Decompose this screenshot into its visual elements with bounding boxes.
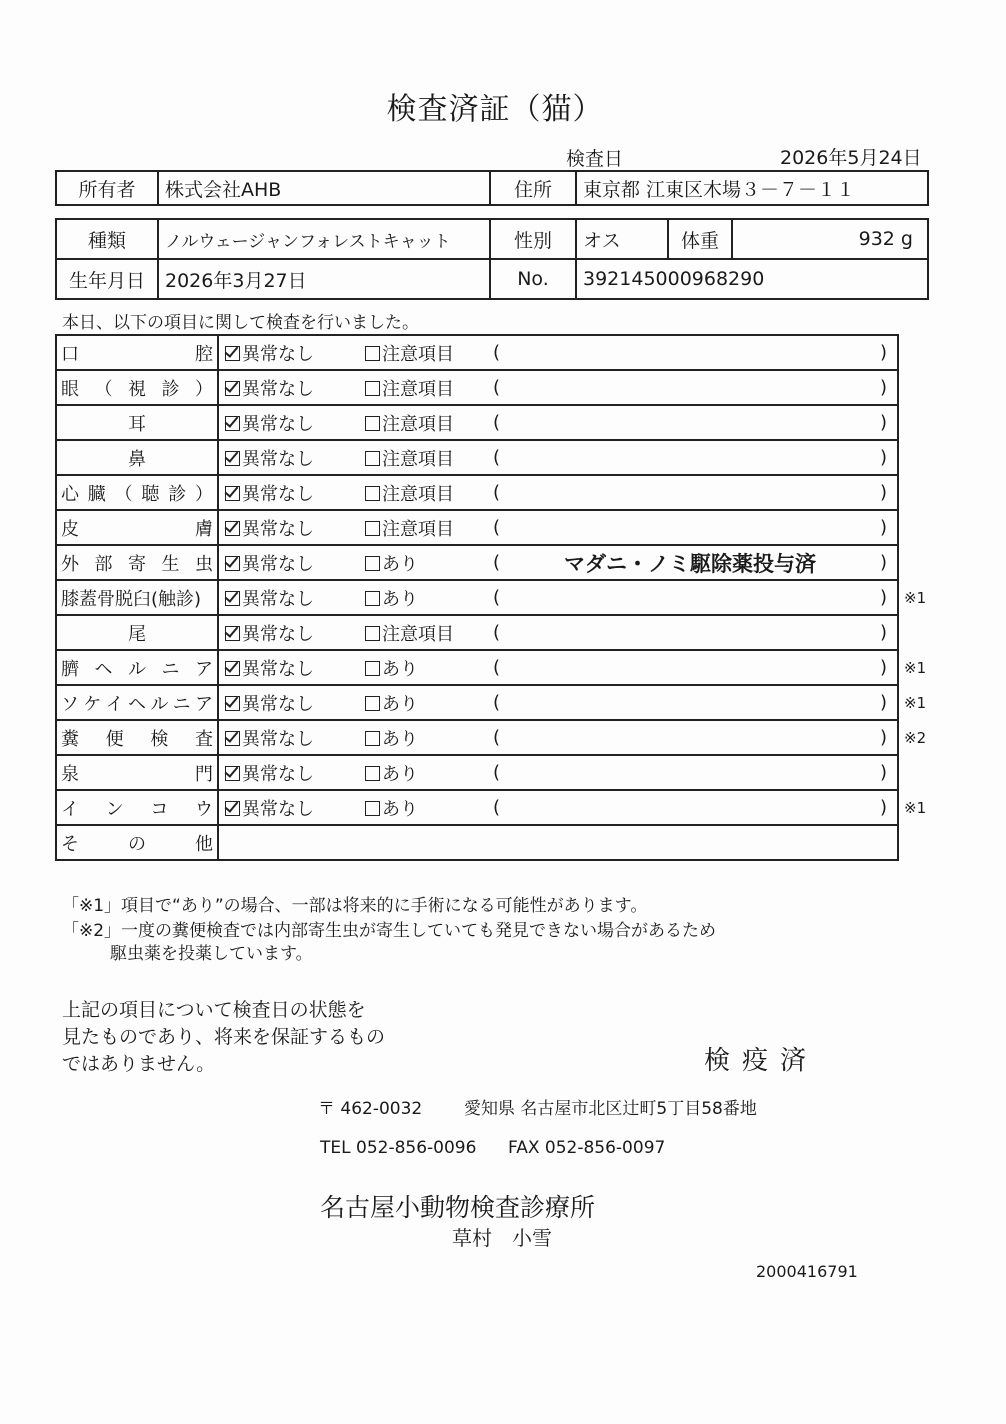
checkbox-checked-icon[interactable] [225,731,240,746]
normal-option-label: 異常なし [242,658,314,680]
animal-info-table [55,218,929,300]
inspection-item-name [56,370,218,405]
inspection-item-name [56,720,218,755]
checkbox-icon[interactable] [365,696,380,711]
checkbox-checked-icon[interactable] [225,556,240,571]
inspection-item-label: 臍 ヘ ル ニ ア [61,658,213,680]
note-field: ( ) [493,762,887,783]
inspection-item-label: 鼻 [128,448,146,470]
inspection-item-name [56,580,218,615]
inspection-item-label: 耳 [128,413,146,435]
clinic-fax: FAX 052-856-0097 [508,1138,666,1158]
finding-option-label: 注意項目 [382,483,454,505]
remark-marker: ※2 [904,729,927,747]
other-label: そ の 他 [56,825,218,860]
inspection-item-name [56,650,218,685]
inspection-item-name [56,335,218,370]
checkbox-icon[interactable] [365,556,380,571]
inspection-item-name [56,405,218,440]
finding-option-label: 注意項目 [382,343,454,365]
inspection-row [56,615,898,650]
normal-option[interactable] [225,410,365,436]
note-field: ( ) [493,412,887,433]
sex-label: 性別 [490,219,576,259]
address-label: 住所 [490,171,576,205]
checkbox-checked-icon[interactable] [225,451,240,466]
note-field: ( ) [493,482,887,503]
checkbox-icon[interactable] [365,591,380,606]
inspection-item-label: 口 腔 [61,343,213,365]
owner-table [55,170,929,206]
finding-option[interactable] [365,585,493,611]
normal-option[interactable] [225,340,365,366]
normal-option[interactable] [225,760,365,786]
inspection-row [56,335,898,370]
note-field: ( ) [493,447,887,468]
finding-option[interactable] [365,620,493,646]
finding-option-label: あり [382,553,418,575]
inspection-item-label: 泉 門 [61,763,213,785]
dob-label: 生年月日 [56,259,158,299]
breed-value: ノルウェージャンフォレストキャット [158,219,490,259]
inspection-item-label: イ ン コ ウ [61,798,213,820]
note-field: ( ) [493,797,887,818]
weight-label: 体重 [668,219,732,259]
checkbox-icon[interactable] [365,661,380,676]
inspection-result [218,720,898,755]
other-value [218,825,898,860]
finding-option[interactable] [365,725,493,751]
note-field: ( ) [493,517,887,538]
finding-option[interactable] [365,690,493,716]
inspection-item-name [56,475,218,510]
checkbox-checked-icon[interactable] [225,661,240,676]
checkbox-icon[interactable] [365,626,380,641]
remark-marker: ※1 [904,589,927,607]
normal-option-label: 異常なし [242,623,314,645]
inspection-item-name [56,615,218,650]
exam-date-label: 検査日 [566,148,624,170]
inspection-row [56,475,898,510]
address-value: 東京都 江東区木場３－７－１１ [576,171,928,205]
inspection-result [218,650,898,685]
inspection-item-label: 膝蓋骨脱臼(触診) [61,588,202,610]
finding-option-label: あり [382,658,418,680]
finding-option-label: 注意項目 [382,448,454,470]
clinic-name: 名古屋小動物検査診療所 [320,1193,596,1222]
normal-option-label: 異常なし [242,763,314,785]
finding-option[interactable] [365,655,493,681]
inspection-row [56,545,898,580]
document-id: 2000416791 [756,1262,858,1281]
normal-option-label: 異常なし [242,553,314,575]
normal-option-label: 異常なし [242,413,314,435]
inspection-item-name [56,755,218,790]
footnote-2-cont: 駆虫薬を投薬しています。 [110,944,313,964]
sex-value: オス [576,219,668,259]
finding-option[interactable] [365,480,493,506]
footnote-2: 「※2」一度の糞便検査では内部寄生虫が寄生していても発見できない場合があるため [62,921,717,941]
inspection-row [56,720,898,755]
finding-option[interactable] [365,410,493,436]
inspection-item-name [56,510,218,545]
clinic-tel: TEL 052-856-0096 [320,1138,477,1158]
inspection-result [218,335,898,370]
normal-option-label: 異常なし [242,518,314,540]
inspection-result [218,440,898,475]
disclaimer-line-3: ではありません。 [62,1053,216,1075]
note-text: マダニ・ノミ駆除薬投与済 [564,551,816,576]
inspection-item-name [56,545,218,580]
inspection-item-label: 外 部 寄 生 虫 [61,553,213,575]
number-label: No. [490,259,576,299]
note-field: ( ) [493,727,887,748]
inspection-result [218,790,898,825]
inspection-item-label: ソ ケ イ ヘ ル ニ ア [61,693,213,715]
checkbox-icon[interactable] [365,766,380,781]
finding-option[interactable] [365,795,493,821]
normal-option-label: 異常なし [242,728,314,750]
inspection-row [56,755,898,790]
finding-option[interactable] [365,445,493,471]
checkbox-icon[interactable] [365,801,380,816]
normal-option-label: 異常なし [242,483,314,505]
checkbox-icon[interactable] [365,521,380,536]
normal-option[interactable] [225,690,365,716]
note-field: ( ) [493,587,887,608]
note-field: ( ) [493,342,887,363]
normal-option[interactable] [225,655,365,681]
breed-label: 種類 [56,219,158,259]
inspection-item-label: 糞 便 検 査 [61,728,213,750]
normal-option-label: 異常なし [242,693,314,715]
intro-text: 本日、以下の項目に関して検査を行いました。 [62,313,419,333]
inspection-result [218,510,898,545]
remark-marker: ※1 [904,694,927,712]
checkbox-checked-icon[interactable] [225,626,240,641]
document-title: 検査済証（猫） [386,92,604,127]
finding-option[interactable] [365,375,493,401]
owner-label: 所有者 [56,171,158,205]
checkbox-checked-icon[interactable] [225,801,240,816]
normal-option-label: 異常なし [242,378,314,400]
inspection-item-name [56,685,218,720]
inspection-result [218,405,898,440]
clinic-address: 愛知県 名古屋市北区辻町5丁目58番地 [464,1099,757,1119]
checkbox-checked-icon[interactable] [225,521,240,536]
inspection-result [218,545,898,580]
inspection-row [56,440,898,475]
exam-date: 2026年5月24日 [780,147,922,169]
disclaimer-line-1: 上記の項目について検査日の状態を [62,999,366,1021]
finding-option[interactable] [365,550,493,576]
normal-option-label: 異常なし [242,343,314,365]
finding-option-label: 注意項目 [382,378,454,400]
dob-value: 2026年3月27日 [158,259,490,299]
remark-marker: ※1 [904,799,927,817]
finding-option[interactable] [365,340,493,366]
finding-option-label: あり [382,728,418,750]
checkbox-checked-icon[interactable] [225,416,240,431]
inspection-row [56,650,898,685]
note-field: ( ) [493,622,887,643]
note-field: ( ) [493,657,887,678]
checkbox-icon[interactable] [365,346,380,361]
weight-value: 932 g [732,219,928,259]
inspection-result [218,615,898,650]
normal-option-label: 異常なし [242,798,314,820]
checkbox-checked-icon[interactable] [225,696,240,711]
finding-option-label: あり [382,588,418,610]
finding-option-label: 注意項目 [382,518,454,540]
normal-option[interactable] [225,725,365,751]
checkbox-checked-icon[interactable] [225,486,240,501]
note-field: ( マダニ・ノミ駆除薬投与済 ) [493,548,891,578]
normal-option-label: 異常なし [242,588,314,610]
checkbox-icon[interactable] [365,486,380,501]
inspection-item-label: 尾 [128,623,146,645]
remark-marker: ※1 [904,659,927,677]
footnote-1: 「※1」項目で“あり”の場合、一部は将来的に手術になる可能性があります。 [62,896,648,916]
doctor-name: 草村 小雪 [452,1226,552,1250]
normal-option[interactable] [225,515,365,541]
inspection-row [56,510,898,545]
checkbox-checked-icon[interactable] [225,346,240,361]
inspection-table [55,334,899,861]
checkbox-checked-icon[interactable] [225,591,240,606]
owner-value: 株式会社AHB [158,171,490,205]
inspection-item-label: 心 臓 （ 聴 診 ） [61,483,213,505]
checkbox-icon[interactable] [365,451,380,466]
finding-option-label: あり [382,693,418,715]
inspection-row [56,370,898,405]
inspection-item-name [56,790,218,825]
normal-option-label: 異常なし [242,448,314,470]
checkbox-checked-icon[interactable] [225,766,240,781]
inspection-result [218,580,898,615]
finding-option-label: あり [382,763,418,785]
inspection-result [218,370,898,405]
inspection-item-label: 眼 （ 視 診 ） [61,378,213,400]
inspection-row [56,405,898,440]
inspection-result [218,685,898,720]
inspection-row [56,790,898,825]
normal-option[interactable] [225,445,365,471]
number-value: 392145000968290 [576,259,928,299]
note-field: ( ) [493,692,887,713]
finding-option[interactable] [365,515,493,541]
normal-option[interactable] [225,550,365,576]
note-field: ( ) [493,377,887,398]
finding-option-label: 注意項目 [382,413,454,435]
normal-option[interactable] [225,375,365,401]
inspection-item-name [56,440,218,475]
disclaimer-line-2: 見たものであり、将来を保証するもの [62,1026,386,1048]
inspection-row [56,685,898,720]
finding-option[interactable] [365,760,493,786]
normal-option[interactable] [225,795,365,821]
normal-option[interactable] [225,480,365,506]
checkbox-checked-icon[interactable] [225,381,240,396]
inspection-row [56,580,898,615]
inspection-result [218,755,898,790]
quarantine-stamp: 検疫済 [704,1046,819,1076]
checkbox-icon[interactable] [365,731,380,746]
finding-option-label: あり [382,798,418,820]
normal-option[interactable] [225,585,365,611]
checkbox-icon[interactable] [365,416,380,431]
normal-option[interactable] [225,620,365,646]
finding-option-label: 注意項目 [382,623,454,645]
inspection-result [218,475,898,510]
inspection-item-label: 皮 膚 [61,518,213,540]
checkbox-icon[interactable] [365,381,380,396]
clinic-postal: 〒 462-0032 [318,1099,423,1119]
